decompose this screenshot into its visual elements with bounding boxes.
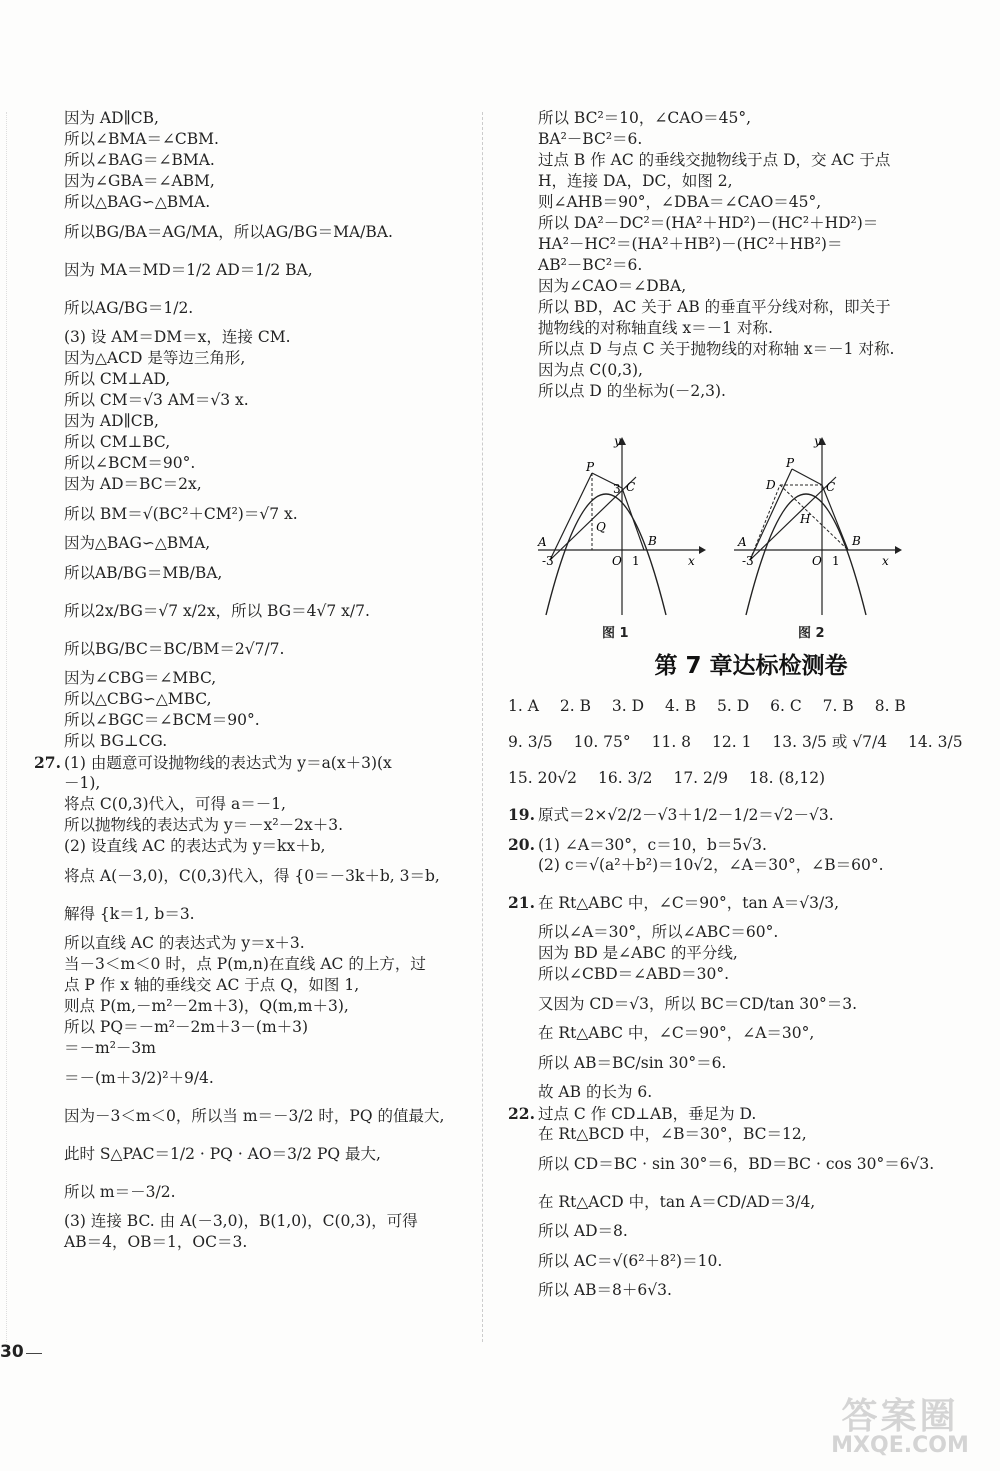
figure-1-caption: 图 1	[602, 626, 629, 641]
text-line: 所以BG/BC＝BC/BM＝2√7/7.	[64, 640, 285, 658]
text-line: 原式＝2×√2/2－√3＋1/2－1/2＝√2－√3.	[538, 806, 834, 824]
answer-item: 16. 3/2	[597, 769, 653, 787]
segment-ap	[550, 473, 592, 560]
answer-item: 11. 8	[651, 733, 692, 751]
fig1-label: 1	[632, 554, 640, 568]
text-line: 因为∠CAO＝∠DBA,	[538, 277, 687, 295]
text-line: 点 P 作 x 轴的垂线交 AC 于点 Q，如图 1,	[64, 976, 360, 994]
text-line: 所以∠BAG＝∠BMA.	[64, 151, 215, 169]
answer-item: 14. 3/5	[908, 733, 963, 751]
fig1-label: B	[648, 534, 657, 548]
figure-2-parabola	[730, 433, 905, 618]
answer-item: 5. D	[717, 697, 750, 715]
answer-item: 4. B	[665, 697, 697, 715]
answer-item: 18. (8,12)	[748, 769, 826, 787]
text-line: 过点 B 作 AC 的垂线交抛物线于点 D，交 AC 于点	[538, 151, 891, 169]
text-line: 所以点 D 与点 C 关于抛物线的对称轴 x＝－1 对称.	[538, 340, 895, 358]
text-line: 所以 AB＝BC/sin 30°＝6.	[538, 1054, 727, 1072]
text-line: 所以 BG⊥CG.	[64, 732, 168, 750]
answer-item: 13. 3/5 或 √7/4	[772, 733, 888, 751]
page-number: 30	[0, 1342, 24, 1362]
left-column	[34, 108, 464, 1253]
text-line: (2) c＝√(a²＋b²)＝10√2，∠A＝30°，∠B＝60°.	[538, 856, 884, 874]
text-line: 因为△ACD 是等边三角形,	[64, 349, 246, 367]
text-line: 所以 m＝－3/2.	[64, 1183, 176, 1201]
watermark-text: 答案圈	[841, 1396, 959, 1437]
question-number: 19.	[508, 805, 535, 824]
text-line: 所以∠BGC＝∠BCM＝90°.	[64, 711, 260, 729]
text-line: －1),	[64, 774, 101, 792]
text-line: 所以 CM⊥BC,	[64, 433, 171, 451]
figure-1-parabola	[534, 433, 709, 618]
parabola-curve	[546, 494, 666, 615]
fill-answers-row-2	[508, 760, 948, 796]
fig1-label: x	[688, 554, 695, 568]
segment-pc	[792, 469, 822, 485]
fig1-label: P	[586, 460, 595, 474]
segment-db	[780, 485, 848, 550]
text-line: 因为∠CBG＝∠MBC,	[64, 669, 217, 687]
text-line: 所以 BM＝√(BC²＋CM²)＝√7 x.	[64, 505, 298, 523]
line-ac	[750, 477, 836, 560]
fig2-label: x	[882, 554, 889, 568]
text-line: 又因为 CD＝√3，所以 BC＝CD/tan 30°＝3.	[538, 995, 858, 1013]
text-line: 所以 CD＝BC · sin 30°＝6，BD＝BC · cos 30°＝6√3.	[538, 1155, 935, 1173]
fig1-label: C	[626, 480, 636, 494]
text-line: 所以 AB＝8＋6√3.	[538, 1281, 672, 1299]
fig1-label: Q	[596, 520, 606, 534]
answer-item: 9. 3/5	[508, 733, 553, 751]
text-line: HA²－HC²＝(HA²＋HB²)－(HC²＋HB²)＝	[538, 235, 843, 253]
text-line: 所以2x/BG＝√7 x/2x，所以 BG＝4√7 x/7.	[64, 602, 370, 620]
segment-cb	[822, 485, 848, 550]
text-line: 则点 P(m,－m²－2m＋3)，Q(m,m＋3),	[64, 997, 349, 1015]
fig2-label: C	[826, 480, 836, 494]
page-number-dash	[26, 1353, 42, 1354]
text-line: BA²－BC²＝6.	[538, 130, 643, 148]
text-line: 所以△BAG∽△BMA.	[64, 193, 211, 211]
segment-cb	[622, 488, 644, 550]
text-line: 所以AG/BG＝1/2.	[64, 299, 194, 317]
text-line: AB＝4，OB＝1，OC＝3.	[64, 1233, 248, 1251]
text-line: AB²－BC²＝6.	[538, 256, 643, 274]
text-line: 所以 BC²＝10，∠CAO＝45°,	[538, 109, 752, 127]
text-line: 所以 AD＝8.	[538, 1222, 628, 1240]
text-line: 所以∠BCM＝90°.	[64, 454, 196, 472]
text-line: 因为点 C(0,3),	[538, 361, 643, 379]
answer-item: 7. B	[822, 697, 854, 715]
answer-item: 15. 20√2	[508, 769, 578, 787]
column-divider	[482, 112, 483, 1342]
answer-item: 2. B	[559, 697, 591, 715]
fig2-label: y	[814, 434, 821, 448]
text-line: 解得 {k＝1, b＝3.	[64, 905, 195, 923]
text-line: 因为 AD∥CB,	[64, 412, 159, 430]
text-line: 故 AB 的长为 6.	[538, 1083, 653, 1101]
text-line: 所以 DA²－DC²＝(HA²＋HD²)－(HC²＋HD²)＝	[538, 214, 879, 232]
text-line: 因为△BAG∽△BMA,	[64, 534, 211, 552]
chapter-title: 第 7 章达标检测卷	[654, 653, 848, 679]
text-line: ＝－m²－3m	[64, 1039, 156, 1057]
text-line: 所以 CM⊥AD,	[64, 370, 171, 388]
text-line: 所以∠BMA＝∠CBM.	[64, 130, 219, 148]
answer-item: 6. C	[770, 697, 802, 715]
text-line: 将点 A(－3,0)，C(0,3)代入，得 {0＝－3k＋b, 3＝b,	[64, 867, 440, 885]
fig1-label: -3	[542, 554, 554, 568]
text-line: (1) ∠A＝30°，c＝10，b＝5√3.	[538, 836, 767, 854]
figure-2-caption: 图 2	[798, 626, 825, 641]
text-line: 因为 BD 是∠ABC 的平分线,	[538, 944, 738, 962]
x-axis-arrow	[699, 546, 706, 554]
text-line: 所以 AC＝√(6²＋8²)＝10.	[538, 1252, 723, 1270]
text-line: ＝－(m＋3/2)²＋9/4.	[64, 1069, 214, 1087]
text-line: 抛物线的对称轴直线 x＝－1 对称.	[538, 319, 773, 337]
watermark-logo	[812, 1388, 988, 1458]
x-axis-arrow	[895, 546, 902, 554]
text-line: 此时 S△PAC＝1/2 · PQ · AO＝3/2 PQ 最大,	[64, 1145, 381, 1163]
left-margin-line	[6, 112, 7, 1342]
text-line: 所以∠CBD＝∠ABD＝30°.	[538, 965, 730, 983]
question-number: 20.	[508, 835, 535, 854]
text-line: 当－3＜m＜0 时，点 P(m,n)在直线 AC 的上方，过	[64, 955, 426, 973]
text-line: 因为 AD∥CB,	[64, 109, 159, 127]
text-line: 则∠AHB＝90°，∠DBA＝∠CAO＝45°,	[538, 193, 822, 211]
text-line: (3) 设 AM＝DM＝x，连接 CM.	[64, 328, 291, 346]
question-number: 22.	[508, 1104, 535, 1123]
text-line: 因为 AD＝BC＝2x,	[64, 475, 202, 493]
fig2-label: B	[852, 534, 861, 548]
text-line: 过点 C 作 CD⊥AB，垂足为 D.	[538, 1105, 757, 1123]
text-line: 所以△CBG∽△MBC,	[64, 690, 212, 708]
text-line: 所以 CM＝√3 AM＝√3 x.	[64, 391, 249, 409]
text-line: (3) 连接 BC. 由 A(－3,0)，B(1,0)，C(0,3)，可得	[64, 1212, 418, 1230]
fig2-label: H	[800, 512, 811, 526]
text-line: 在 Rt△ABC 中，∠C＝90°，∠A＝30°,	[538, 1024, 815, 1042]
text-line: 因为－3＜m＜0，所以当 m＝－3/2 时，PQ 的值最大,	[64, 1107, 445, 1125]
text-line: 所以∠A＝30°，所以∠ABC＝60°.	[538, 923, 779, 941]
question-number: 21.	[508, 893, 535, 912]
text-line: 所以 BD，AC 关于 AB 的垂直平分线对称，即关于	[538, 298, 891, 316]
text-line: 所以抛物线的表达式为 y＝－x²－2x＋3.	[64, 816, 344, 834]
text-line: H，连接 DA，DC，如图 2,	[538, 172, 733, 190]
fig2-label: A	[738, 535, 747, 549]
fill-answers-row-1	[508, 724, 963, 760]
fig2-label: 1	[832, 554, 840, 568]
watermark-url: MXQE.COM	[831, 1433, 969, 1458]
fig2-label: O	[812, 554, 822, 568]
text-line: 所以点 D 的坐标为(－2,3).	[538, 382, 726, 400]
answer-item: 1. A	[508, 697, 539, 715]
choice-answers	[508, 688, 948, 724]
fig2-label: -3	[742, 554, 754, 568]
text-line: 所以 PQ＝－m²－2m＋3－(m＋3)	[64, 1018, 309, 1036]
fig1-label: O	[612, 554, 622, 568]
answer-item: 3. D	[611, 697, 645, 715]
text-line: 在 Rt△ABC 中，∠C＝90°，tan A＝√3/3,	[538, 894, 840, 912]
question-number: 27.	[34, 753, 61, 772]
text-line: 因为 MA＝MD＝1/2 AD＝1/2 BA,	[64, 261, 313, 279]
text-line: 所以直线 AC 的表达式为 y＝x＋3.	[64, 934, 305, 952]
answer-item: 12. 1	[712, 733, 752, 751]
text-line: (2) 设直线 AC 的表达式为 y＝kx＋b,	[64, 837, 326, 855]
fig1-label: A	[538, 535, 547, 549]
text-line: 在 Rt△BCD 中，∠B＝30°，BC＝12,	[538, 1125, 807, 1143]
fig2-label: P	[786, 456, 795, 470]
text-line: 在 Rt△ACD 中，tan A＝CD/AD＝3/4,	[538, 1193, 816, 1211]
text-line: (1) 由题意可设抛物线的表达式为 y＝a(x＋3)(x	[64, 754, 392, 772]
text-line: 所以BG/BA＝AG/MA，所以AG/BG＝MA/BA.	[64, 223, 393, 241]
answer-item: 10. 75°	[573, 733, 631, 751]
text-line: 所以AB/BG＝MB/BA,	[64, 564, 223, 582]
question-27	[34, 752, 464, 1253]
text-line: 将点 C(0,3)代入，可得 a＝－1,	[64, 795, 286, 813]
answer-section	[508, 688, 963, 1301]
solutions	[508, 796, 948, 1301]
fig1-label: y	[614, 434, 621, 448]
fig1-label: 3	[613, 482, 621, 496]
text-line: 因为∠GBA＝∠ABM,	[64, 172, 215, 190]
answer-item: 17. 2/9	[673, 769, 728, 787]
answer-item: 8. B	[874, 697, 906, 715]
right-column-top	[538, 108, 938, 402]
fig2-label: D	[766, 478, 776, 492]
